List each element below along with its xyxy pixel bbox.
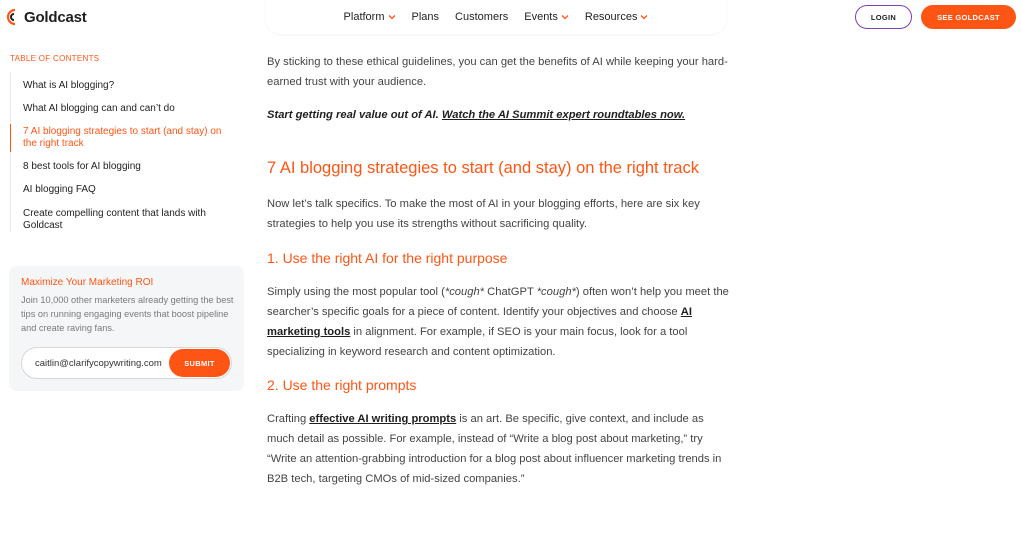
- s1-cough-2: *cough*: [536, 286, 576, 298]
- s1-text-b: ChatGPT: [484, 286, 537, 298]
- newsletter-description: Join 10,000 other marketers already getting the best tips on running engaging events that boost pipeline and create raving fans.: [21, 295, 234, 333]
- toc-title: TABLE OF CONTENTS: [10, 54, 100, 63]
- nav-plans[interactable]: [412, 11, 440, 23]
- nav-resources-label: Resources: [584, 11, 638, 23]
- toc-item-faq[interactable]: AI blogging FAQ: [23, 184, 96, 195]
- strategy-1-paragraph: [267, 282, 729, 362]
- s2-text-a: Crafting: [267, 413, 310, 425]
- s1-text-c: ) often won’t help you meet the searcher’s specific goals for a piece of content. Identify your objectives and choose: [267, 286, 729, 318]
- nav-customers-label: Customers: [455, 11, 509, 23]
- main-nav: [266, 0, 726, 34]
- strategy-1-heading: 1. Use the right AI for the right purpose: [267, 250, 508, 266]
- toc-item-can-and-cant[interactable]: What AI blogging can and can’t do: [23, 103, 175, 114]
- nav-platform-label: Platform: [343, 11, 385, 23]
- strategy-2-paragraph: [267, 409, 729, 489]
- goldcast-logo[interactable]: [6, 8, 87, 26]
- s1-text-d: in alignment. For example, if SEO is your main focus, look for a tool specializing in keyword research and content optimization.: [267, 326, 688, 358]
- nav-customers[interactable]: [455, 11, 508, 23]
- toc-item-7-strategies[interactable]: 7 AI blogging strategies to start (and stay) on the right track: [11, 126, 233, 150]
- nav-events-label: Events: [524, 11, 558, 23]
- nav-resources[interactable]: [585, 11, 649, 23]
- ai-marketing-tools-link[interactable]: AI marketing tools: [267, 306, 692, 338]
- s2-text-b: is an art. Be specific, give context, and include as much detail as possible. For example, instead of “Write a blog post about marketing,” try “Write an attention-grabbing introduction for a blog post about influencer marketing trends in B2B tech, targeting CMOs of mid-sized companies.”: [267, 413, 722, 485]
- nav-events[interactable]: [524, 11, 569, 23]
- chevron-down-icon: [640, 13, 648, 21]
- article-body: [267, 52, 729, 489]
- cta-paragraph: [267, 105, 729, 125]
- toc-list: [10, 72, 242, 232]
- cta-text: Start getting real value out of AI.: [267, 109, 442, 121]
- chevron-down-icon: [561, 13, 569, 21]
- s1-cough-1: *cough*: [444, 286, 485, 298]
- goldcast-logo-icon: [6, 8, 20, 26]
- section-intro: Now let’s talk specifics. To make the most of AI in your blogging efforts, here are six key strategies to help you use its strengths without sacrificing quality.: [267, 198, 700, 230]
- newsletter-form: [21, 347, 232, 379]
- newsletter-card: [9, 266, 244, 391]
- logo-text: Goldcast: [24, 8, 87, 26]
- toc-item-what-is-ai-blogging[interactable]: What is AI blogging?: [23, 80, 115, 91]
- ai-summit-link[interactable]: Watch the AI Summit expert roundtables now.: [441, 109, 686, 121]
- see-goldcast-button[interactable]: SEE GOLDCAST: [921, 5, 1016, 29]
- strategy-2-heading: 2. Use the right prompts: [267, 377, 417, 393]
- login-button[interactable]: LOGIN: [855, 5, 912, 29]
- toc-item-create-content[interactable]: Create compelling content that lands with Goldcast: [23, 208, 206, 231]
- intro-paragraph: By sticking to these ethical guidelines, you can get the benefits of AI while keeping your hard-earned trust with your audience.: [267, 56, 728, 88]
- toc-item-8-best-tools[interactable]: 8 best tools for AI blogging: [23, 161, 141, 172]
- s1-text-a: Simply using the most popular tool (: [267, 286, 445, 298]
- nav-platform[interactable]: [344, 11, 396, 23]
- writing-prompts-link[interactable]: effective AI writing prompts: [309, 413, 457, 425]
- chevron-down-icon: [388, 13, 396, 21]
- newsletter-title: Maximize Your Marketing ROI: [21, 277, 154, 288]
- section-heading: 7 AI blogging strategies to start (and stay) on the right track: [267, 159, 699, 177]
- submit-button[interactable]: SUBMIT: [169, 349, 230, 377]
- email-input[interactable]: [22, 358, 174, 369]
- nav-plans-label: Plans: [411, 11, 440, 23]
